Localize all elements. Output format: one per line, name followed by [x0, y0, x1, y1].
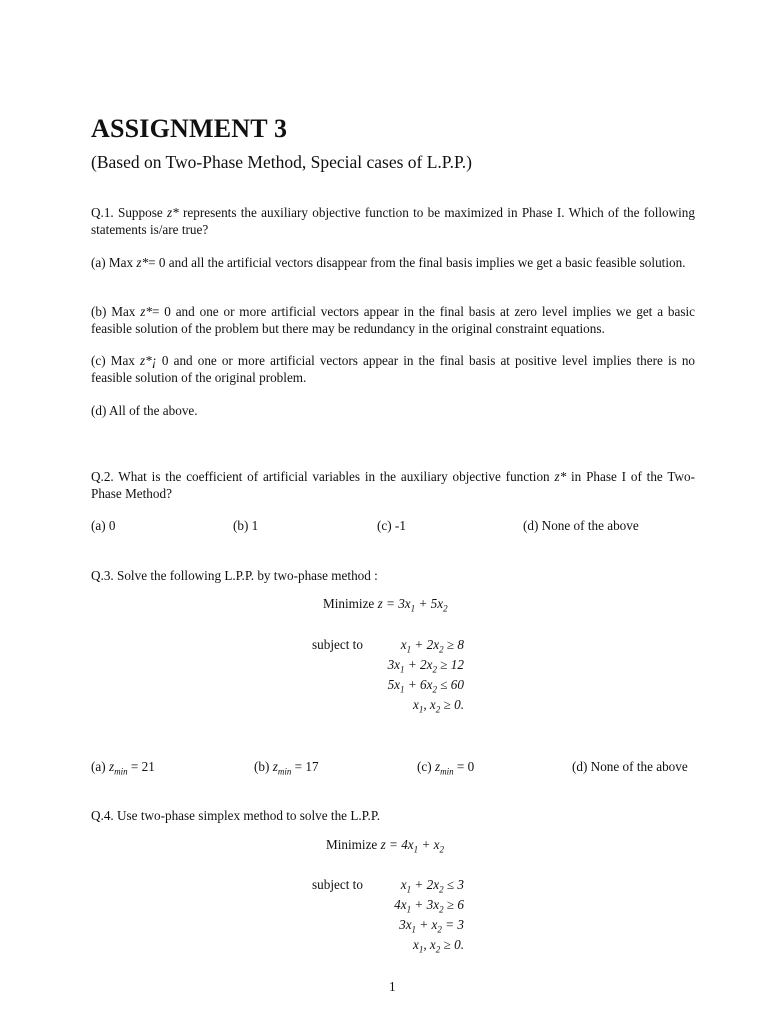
- q3-option-a-variable: $z_{min}$: [108, 759, 128, 777]
- q4-constraint-2: $4x_1 + 3x_2 \ge 6$: [394, 897, 464, 915]
- q3-option-a: [91, 759, 155, 775]
- q1-option-c-variable: z*¡: [139, 353, 157, 368]
- q1-option-b-label: (b) Max: [91, 304, 141, 319]
- q1-option-c-text: 0 and one or more artificial vectors appear in the final basis at positive level implies there is no feasible solution of the original problem.: [91, 353, 696, 385]
- q2-stem-variable: z*: [554, 469, 567, 484]
- q3-stem: Q.3. Solve the following L.P.P. by two-phase method :: [91, 568, 378, 583]
- q3-option-c-variable: $z_{min}$: [434, 759, 454, 777]
- q1-option-c-label: (c) Max: [91, 353, 140, 368]
- q1-option-b: [91, 304, 695, 337]
- q3-constraint-3: $5x_1 + 6x_2 \le 60$: [387, 677, 464, 695]
- q3-objective-label: Minimize: [323, 596, 378, 611]
- q3-option-c-value: = 0: [453, 759, 475, 774]
- q2-stem: [91, 469, 695, 502]
- q4-objective-label: Minimize: [326, 837, 381, 852]
- q2-stem-text: Q.2. What is the coefficient of artificial variables in the auxiliary objective function: [91, 469, 555, 484]
- q4-objective: [326, 837, 444, 853]
- q3-constraint-2: $3x_1 + 2x_2 \ge 12$: [387, 657, 464, 675]
- q3-option-c-label: (c): [417, 759, 435, 774]
- q3-subject-to: subject to: [312, 637, 363, 652]
- q1-option-a-label: (a) Max: [91, 255, 137, 270]
- q4-objective-expression: $z = 4x_1 + x_2$: [380, 837, 445, 855]
- q4-stem: Q.4. Use two-phase simplex method to solve the L.P.P.: [91, 808, 381, 823]
- q3-option-b-label: (b): [254, 759, 273, 774]
- q2-option-a: (a) 0: [91, 518, 116, 533]
- q1-option-a-text: = 0 and all the artificial vectors disappear from the final basis implies we get a basic feasible solution.: [148, 255, 686, 270]
- q2-option-c: (c) -1: [377, 518, 406, 533]
- q3-option-a-value: = 21: [127, 759, 155, 774]
- q1-stem-text: Q.1. Suppose: [91, 205, 167, 220]
- q3-option-b: [254, 759, 319, 775]
- q1-option-b-text: = 0 and one or more artificial vectors appear in the final basis at zero level implies we get a basic feasible solution of the problem but there may be redundancy in the original constraint equations.: [91, 304, 695, 336]
- q1-stem-variable: z*: [166, 205, 179, 220]
- q3-objective-expression: $z = 3x_1 + 5x_2$: [377, 596, 448, 614]
- q2-option-d: (d) None of the above: [523, 518, 639, 533]
- q3-option-d: (d) None of the above: [572, 759, 688, 774]
- q3-option-b-variable: $z_{min}$: [272, 759, 292, 777]
- q3-option-b-value: = 17: [291, 759, 319, 774]
- q1-stem-text-rest: represents the auxiliary objective function to be maximized in Phase I. Which of the following statements is/are true?: [91, 205, 695, 237]
- page-number: 1: [389, 979, 396, 994]
- q1-stem: [91, 205, 695, 238]
- q3-objective: [323, 596, 448, 612]
- q4-subject-to: subject to: [312, 877, 363, 892]
- q1-option-b-variable: z*: [140, 304, 152, 319]
- q4-constraint-3: $3x_1 + x_2 = 3$: [399, 917, 464, 935]
- q1-option-a-variable: z*: [136, 255, 149, 270]
- q4-constraint-1: $x_1 + 2x_2 \le 3$: [400, 877, 464, 895]
- assignment-subtitle: (Based on Two-Phase Method, Special cases of L.P.P.): [91, 152, 472, 172]
- q2-stem-text-rest: in Phase I of the Two-Phase Method?: [91, 469, 695, 501]
- q3-option-a-label: (a): [91, 759, 109, 774]
- assignment-title: ASSIGNMENT 3: [91, 114, 288, 143]
- q3-constraint-4: $x_1$, $x_2 \ge 0$.: [412, 697, 464, 715]
- q1-option-c: [91, 353, 695, 386]
- q2-option-b: (b) 1: [233, 518, 259, 533]
- q3-option-c: [417, 759, 474, 775]
- q4-constraint-4: $x_1$, $x_2 \ge 0$.: [412, 937, 464, 955]
- q3-constraint-1: $x_1 + 2x_2 \ge 8$: [400, 637, 464, 655]
- q1-option-d: (d) All of the above.: [91, 403, 198, 418]
- q1-option-a: [91, 255, 695, 272]
